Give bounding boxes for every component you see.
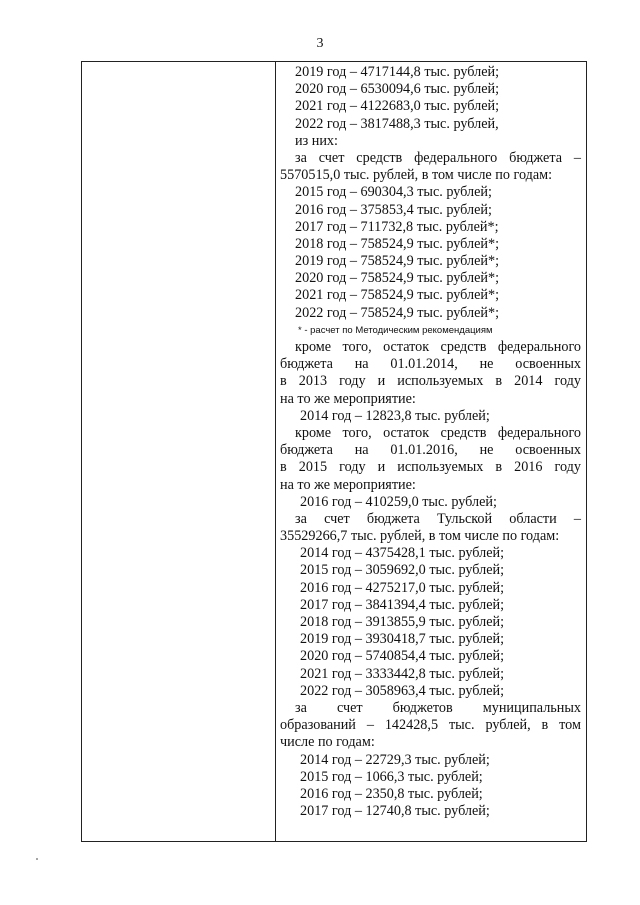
line-federal-2018: 2018 год – 758524,9 тыс. рублей*; [295, 235, 500, 252]
line-remainder-2016-b: бюджета на 01.01.2016, не освоенных [280, 442, 581, 459]
line-federal-total: 5570515,0 тыс. рублей, в том числе по годам: [280, 167, 553, 184]
line-municipal-total: образований – 142428,5 тыс. рублей, в том [280, 717, 581, 734]
line-remainder-2016-value: 2016 год – 410259,0 тыс. рублей; [300, 493, 497, 510]
line-remainder-2014-d: на то же мероприятие: [280, 390, 416, 407]
line-municipal-by-years: числе по годам: [280, 734, 375, 751]
line-municipal-2017: 2017 год – 12740,8 тыс. рублей; [300, 803, 490, 820]
line-municipal-2014: 2014 год – 22729,3 тыс. рублей; [300, 751, 490, 768]
line-remainder-2014-c: в 2013 году и используемых в 2014 году [280, 373, 581, 390]
line-regional-total: 35529266,7 тыс. рублей, в том числе по годам: [280, 528, 560, 545]
line-2019-total: 2019 год – 4717144,8 тыс. рублей; [295, 64, 500, 80]
line-federal-2015: 2015 год – 690304,3 тыс. рублей; [295, 184, 492, 201]
line-federal-2022: 2022 год – 758524,9 тыс. рублей*; [295, 304, 500, 321]
line-remainder-2014-value: 2014 год – 12823,8 тыс. рублей; [300, 407, 490, 424]
line-regional-2014: 2014 год – 4375428,1 тыс. рублей; [300, 545, 505, 562]
line-2021-total: 2021 год – 4122683,0 тыс. рублей; [295, 98, 500, 115]
footnote-methodology: * - расчет по Методическим рекомендациям [298, 324, 493, 336]
line-remainder-2014-a: кроме того, остаток средств федерального [295, 339, 581, 355]
line-remainder-2016-d: на то же мероприятие: [280, 476, 416, 493]
line-regional-2018: 2018 год – 3913855,9 тыс. рублей; [300, 614, 505, 630]
line-regional-heading: за счет бюджета Тульской области – [295, 510, 581, 527]
line-municipal-heading: за счет бюджетов муниципальных [295, 699, 581, 716]
line-federal-2020: 2020 год – 758524,9 тыс. рублей*; [295, 270, 500, 287]
line-regional-2017: 2017 год – 3841394,4 тыс. рублей; [300, 596, 505, 613]
page-number: 3 [316, 36, 324, 51]
line-regional-2021: 2021 год – 3333442,8 тыс. рублей; [300, 665, 505, 682]
line-regional-2015: 2015 год – 3059692,0 тыс. рублей; [300, 562, 505, 579]
line-federal-2017: 2017 год – 711732,8 тыс. рублей*; [295, 218, 499, 235]
line-regional-2020: 2020 год – 5740854,4 тыс. рублей; [300, 648, 505, 665]
column-divider [275, 61, 276, 842]
line-municipal-2015: 2015 год – 1066,3 тыс. рублей; [300, 768, 483, 785]
line-remainder-2016-a: кроме того, остаток средств федерального [295, 424, 581, 441]
line-remainder-2016-c: в 2015 году и используемых в 2016 году [280, 459, 581, 476]
line-remainder-2014-b: бюджета на 01.01.2014, не освоенных [280, 356, 581, 373]
line-municipal-2016: 2016 год – 2350,8 тыс. рублей; [300, 785, 483, 802]
line-2020-total: 2020 год – 6530094,6 тыс. рублей; [295, 81, 500, 98]
line-of-which: из них: [295, 132, 338, 149]
line-regional-2016: 2016 год – 4275217,0 тыс. рублей; [300, 579, 505, 596]
line-regional-2019: 2019 год – 3930418,7 тыс. рублей; [300, 631, 505, 648]
line-federal-heading: за счет средств федерального бюджета – [295, 149, 581, 166]
line-federal-2016: 2016 год – 375853,4 тыс. рублей; [295, 201, 492, 218]
line-regional-2022: 2022 год – 3058963,4 тыс. рублей; [300, 682, 505, 699]
line-federal-2021: 2021 год – 758524,9 тыс. рублей*; [295, 287, 500, 304]
line-2022-total: 2022 год – 3817488,3 тыс. рублей, [295, 115, 499, 132]
financing-cell [280, 64, 581, 820]
line-federal-2019: 2019 год – 758524,9 тыс. рублей*; [295, 253, 500, 270]
scan-speck [36, 858, 38, 860]
